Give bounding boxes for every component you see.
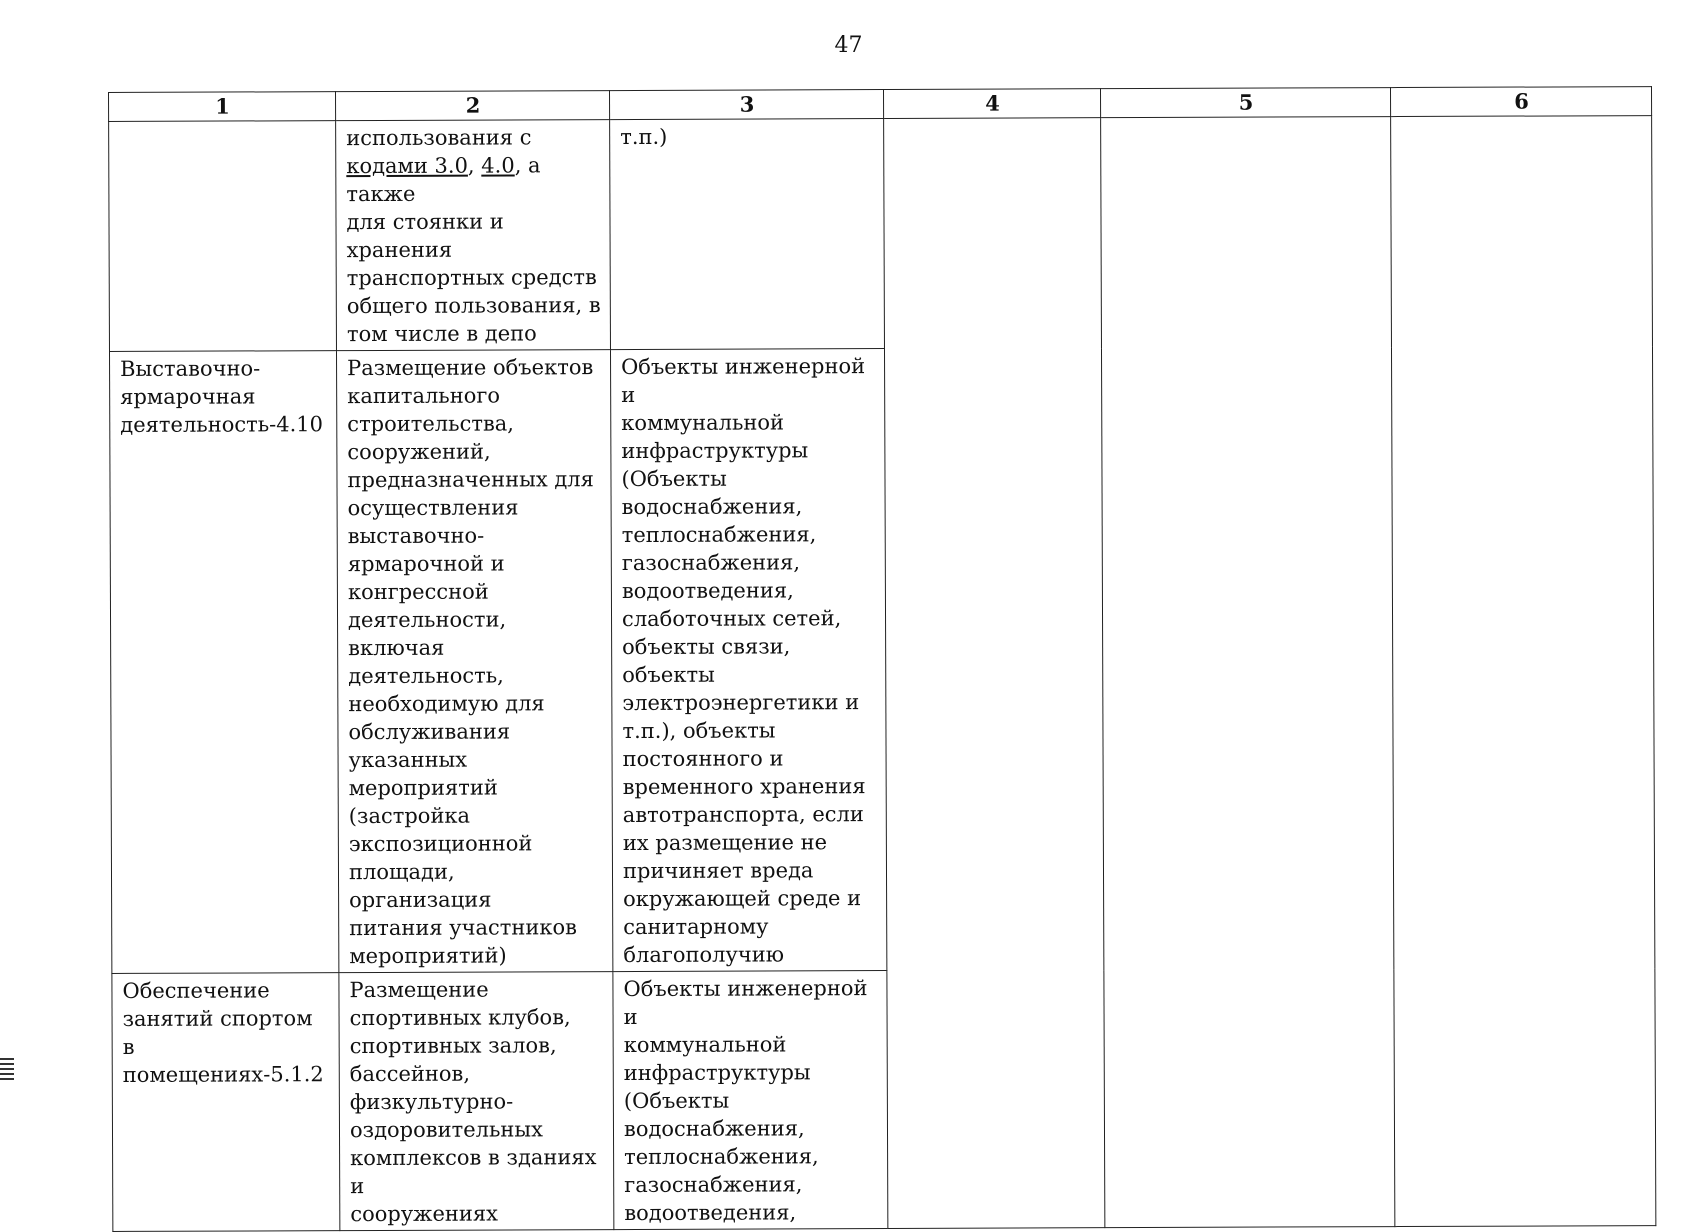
code-3-0-link[interactable]: кодами 3.0 (346, 153, 468, 179)
code-4-0-link[interactable]: 4.0 (481, 153, 515, 178)
land-use-type-cell: Обеспечение занятий спортом в помещениях-5.1.2 (112, 973, 340, 1232)
column-header-2: 2 (336, 91, 610, 121)
column-header-6: 6 (1390, 87, 1651, 117)
continuation-cell-col2 (336, 120, 611, 351)
land-use-type-cell: Выставочно- ярмарочная деятельность-4.10 (109, 351, 338, 974)
cell-col5 (1101, 117, 1395, 1228)
column-header-4: 4 (883, 89, 1100, 119)
permitted-objects-cell: Объекты инженерной и коммунальной инфраструктуры (Объекты водоснабжения, теплоснабжения, газоснабжения, водоотведения, (613, 971, 888, 1230)
cell-col4 (884, 118, 1105, 1229)
description-cell: Размещение объектов капитального строительства, сооружений, предназначенных для осуществления выставочно- ярмарочной и конгрессной деятельности, включая деятельность, необходимую для обслуживания указанных мероприятий (застройка экспозиционной площади, организация питания участников мероприятий) (336, 350, 612, 973)
continuation-cell-col3: т.п.) (610, 119, 885, 350)
table-row (109, 116, 1653, 352)
scan-margin-marks (0, 1058, 14, 1083)
continuation-text-start: использования с (346, 125, 532, 151)
permitted-objects-cell: Объекты инженерной и коммунальной инфраструктуры (Объекты водоснабжения, теплоснабжения, газоснабжения, водоотведения, слаботочных сетей, объекты связи, объекты электроэнергетики и т.п.), объекты постоянного и временного хранения автотранспорта, если их размещение не причиняет вреда окружающей среде и санитарному благополучию (610, 349, 886, 972)
continuation-text-end: , а также для стоянки и хранения транспортных средств общего пользования, в том числе в депо (346, 153, 601, 347)
column-header-1: 1 (109, 92, 336, 122)
description-cell: Размещение спортивных клубов, спортивных залов, бассейнов, физкультурно- оздоровительных комплексов в зданиях и сооружениях (339, 972, 614, 1231)
column-header-3: 3 (609, 90, 883, 120)
link-separator: , (467, 153, 482, 178)
regulations-table (108, 86, 1656, 1232)
continuation-cell-col1 (109, 121, 337, 352)
column-header-5: 5 (1100, 88, 1390, 118)
cell-col6 (1391, 116, 1656, 1227)
page-number: 47 (834, 33, 863, 58)
